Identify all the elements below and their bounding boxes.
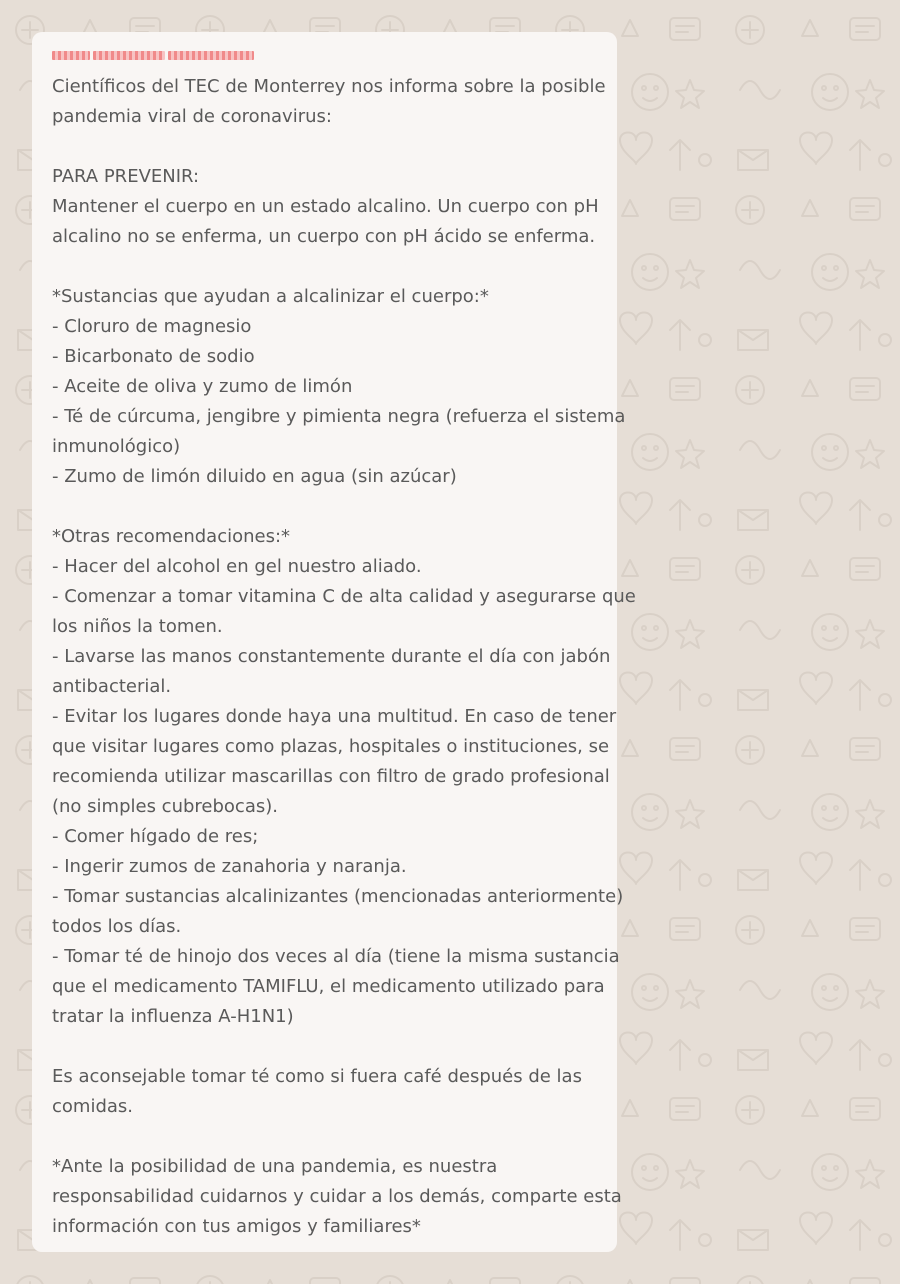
message-line: pandemia viral de coronavirus:: [52, 106, 332, 127]
message-line: responsabilidad cuidarnos y cuidar a los demás, comparte esta: [52, 1186, 622, 1207]
blank-line: [52, 1032, 597, 1062]
message-line: alcalino no se enferma, un cuerpo con pH ácido se enferma.: [52, 226, 596, 247]
blank-line: [52, 492, 597, 522]
blank-line: [52, 132, 597, 162]
message-line: *Sustancias que ayudan a alcalinizar el cuerpo:*: [52, 286, 489, 307]
message-line: - Lavarse las manos constantemente durante el día con jabón: [52, 646, 611, 667]
message-line: - Té de cúrcuma, jengibre y pimienta negra (refuerza el sistema: [52, 406, 626, 427]
message-line: - Zumo de limón diluido en agua (sin azúcar): [52, 466, 457, 487]
message-line: antibacterial.: [52, 676, 172, 697]
message-line: - Evitar los lugares donde haya una multitud. En caso de tener: [52, 706, 617, 727]
message-line: - Comenzar a tomar vitamina C de alta calidad y asegurarse que: [52, 586, 636, 607]
message-line: - Tomar té de hinojo dos veces al día (tiene la misma sustancia: [52, 946, 620, 967]
message-bubble[interactable]: [32, 32, 636, 1252]
message-line: que visitar lugares como plazas, hospitales o instituciones, se: [52, 736, 610, 757]
message-line: inmunológico): [52, 436, 181, 457]
message-line: información con tus amigos y familiares*: [52, 1216, 421, 1237]
message-line: Científicos del TEC de Monterrey nos informa sobre la posible: [52, 76, 606, 97]
message-line: *Otras recomendaciones:*: [52, 526, 291, 547]
message-line: - Bicarbonato de sodio: [52, 346, 255, 367]
message-line: (no simples cubrebocas).: [52, 796, 278, 817]
message-line: - Ingerir zumos de zanahoria y naranja.: [52, 856, 407, 877]
message-line: recomienda utilizar mascarillas con filtro de grado profesional: [52, 766, 610, 787]
blank-line: [52, 252, 597, 282]
message-line: que el medicamento TAMIFLU, el medicamento utilizado para: [52, 976, 605, 997]
blank-line: [52, 1122, 597, 1152]
message-line: Mantener el cuerpo en un estado alcalino. Un cuerpo con pH: [52, 196, 599, 217]
message-line: - Aceite de oliva y zumo de limón: [52, 376, 353, 397]
message-line: - Cloruro de magnesio: [52, 316, 252, 337]
message-line: tratar la influenza A-H1N1): [52, 1006, 294, 1027]
message-line: - Comer hígado de res;: [52, 826, 259, 847]
sender-name[interactable]: [52, 48, 257, 62]
message-line: comidas.: [52, 1096, 133, 1117]
message-line: - Hacer del alcohol en gel nuestro aliado.: [52, 556, 422, 577]
message-line: los niños la tomen.: [52, 616, 223, 637]
message-line: *Ante la posibilidad de una pandemia, es nuestra: [52, 1156, 498, 1177]
message-line: - Tomar sustancias alcalinizantes (mencionadas anteriormente): [52, 886, 624, 907]
message-line: todos los días.: [52, 916, 182, 937]
message-line: PARA PREVENIR:: [52, 166, 200, 187]
message-line: Es aconsejable tomar té como si fuera café después de las: [52, 1066, 582, 1087]
